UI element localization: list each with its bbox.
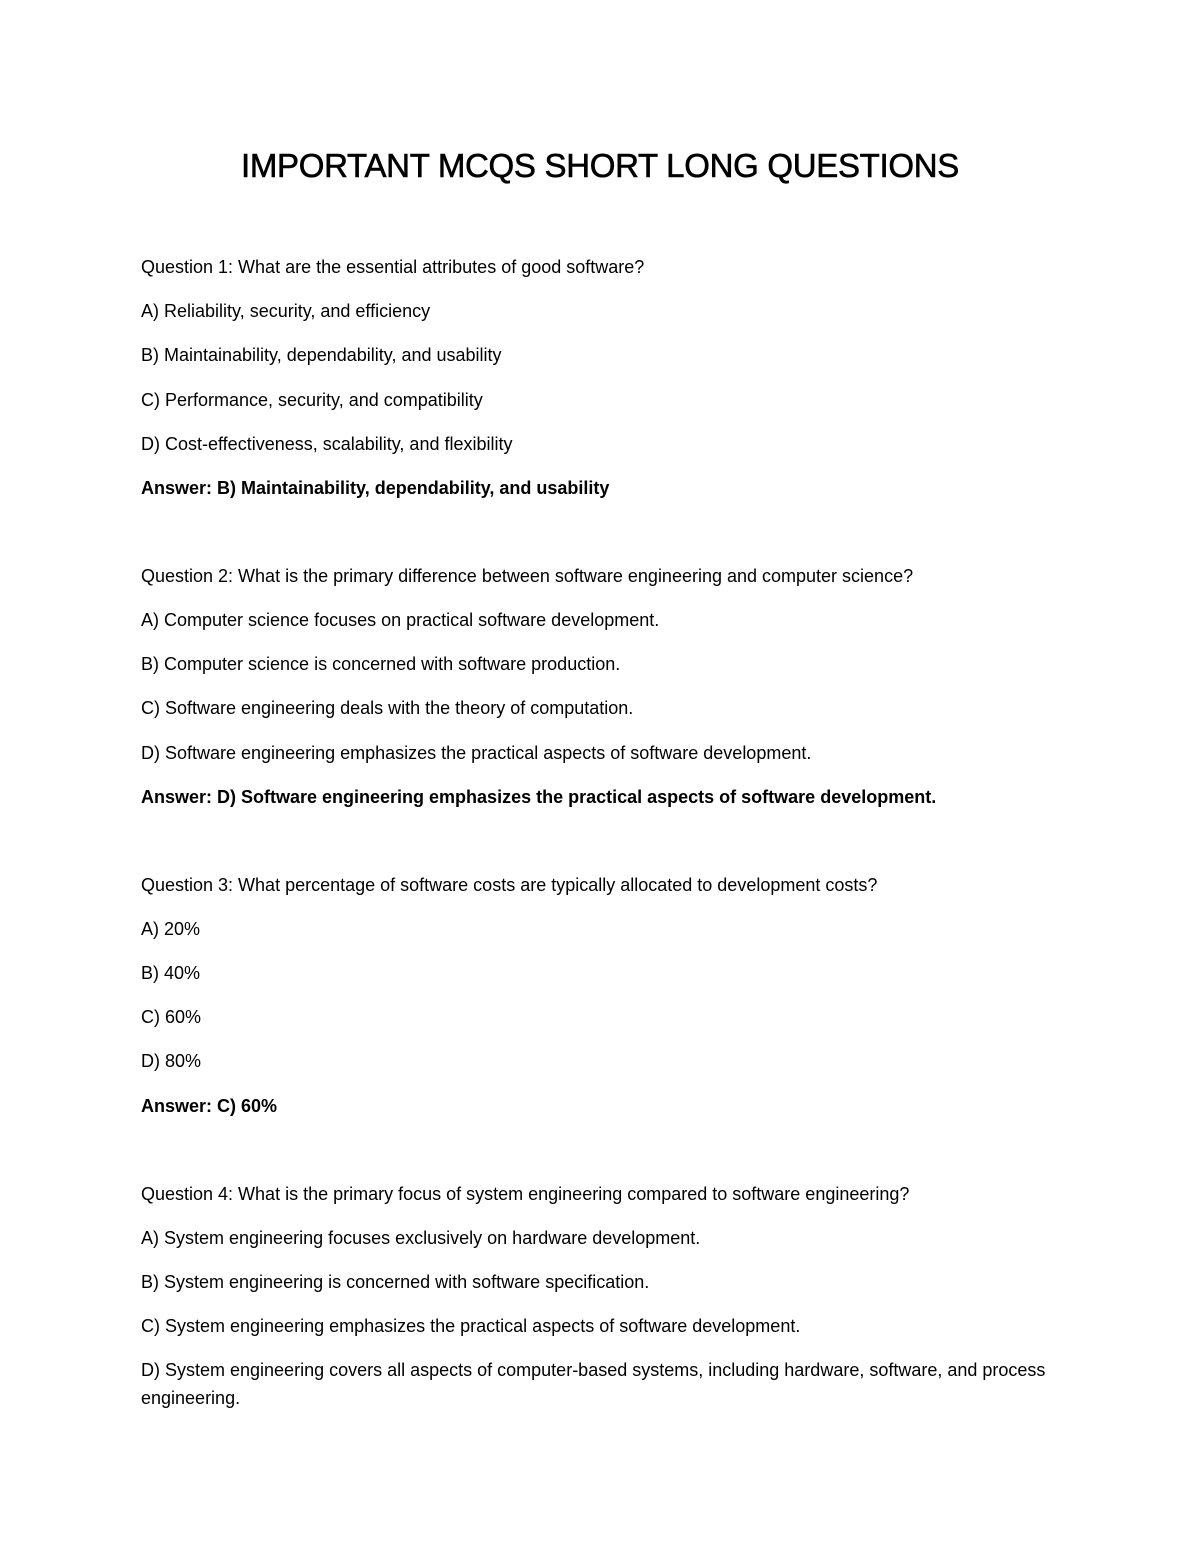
question-1-option-c: C) Performance, security, and compatibility	[141, 390, 483, 410]
question-2-answer: Answer: D) Software engineering emphasizes the practical aspects of software development.	[141, 787, 937, 807]
question-1-option-b: B) Maintainability, dependability, and usability	[141, 345, 502, 365]
question-4-option-d: D) System engineering covers all aspects of computer-based systems, including hardware, software, and process engineering.	[141, 1360, 1046, 1408]
question-4-option-c: C) System engineering emphasizes the practical aspects of software development.	[141, 1316, 801, 1336]
question-1-text: Question 1: What are the essential attributes of good software?	[141, 257, 645, 277]
page-title: IMPORTANT MCQS SHORT LONG QUESTIONS	[240, 147, 960, 184]
question-2-option-c: C) Software engineering deals with the theory of computation.	[141, 698, 634, 718]
question-2-option-d: D) Software engineering emphasizes the practical aspects of software development.	[141, 743, 812, 763]
question-3-answer: Answer: C) 60%	[141, 1096, 278, 1116]
question-1-option-a: A) Reliability, security, and efficiency	[141, 301, 431, 321]
question-2-option-a: A) Computer science focuses on practical software development.	[141, 610, 660, 630]
question-4-option-a: A) System engineering focuses exclusively on hardware development.	[141, 1228, 701, 1248]
question-4-option-b: B) System engineering is concerned with software specification.	[141, 1272, 650, 1292]
question-2-text: Question 2: What is the primary difference between software engineering and computer science?	[141, 566, 914, 586]
question-3-option-a: A) 20%	[141, 919, 201, 939]
question-4-text: Question 4: What is the primary focus of system engineering compared to software engineering?	[141, 1184, 910, 1204]
question-3-text: Question 3: What percentage of software costs are typically allocated to development costs?	[141, 875, 878, 895]
question-2-option-b: B) Computer science is concerned with software production.	[141, 654, 621, 674]
question-3-option-b: B) 40%	[141, 963, 201, 983]
question-3-option-d: D) 80%	[141, 1051, 202, 1071]
question-1-option-d: D) Cost-effectiveness, scalability, and flexibility	[141, 434, 513, 454]
question-1-answer: Answer: B) Maintainability, dependability, and usability	[141, 478, 610, 498]
question-3-option-c: C) 60%	[141, 1007, 202, 1027]
